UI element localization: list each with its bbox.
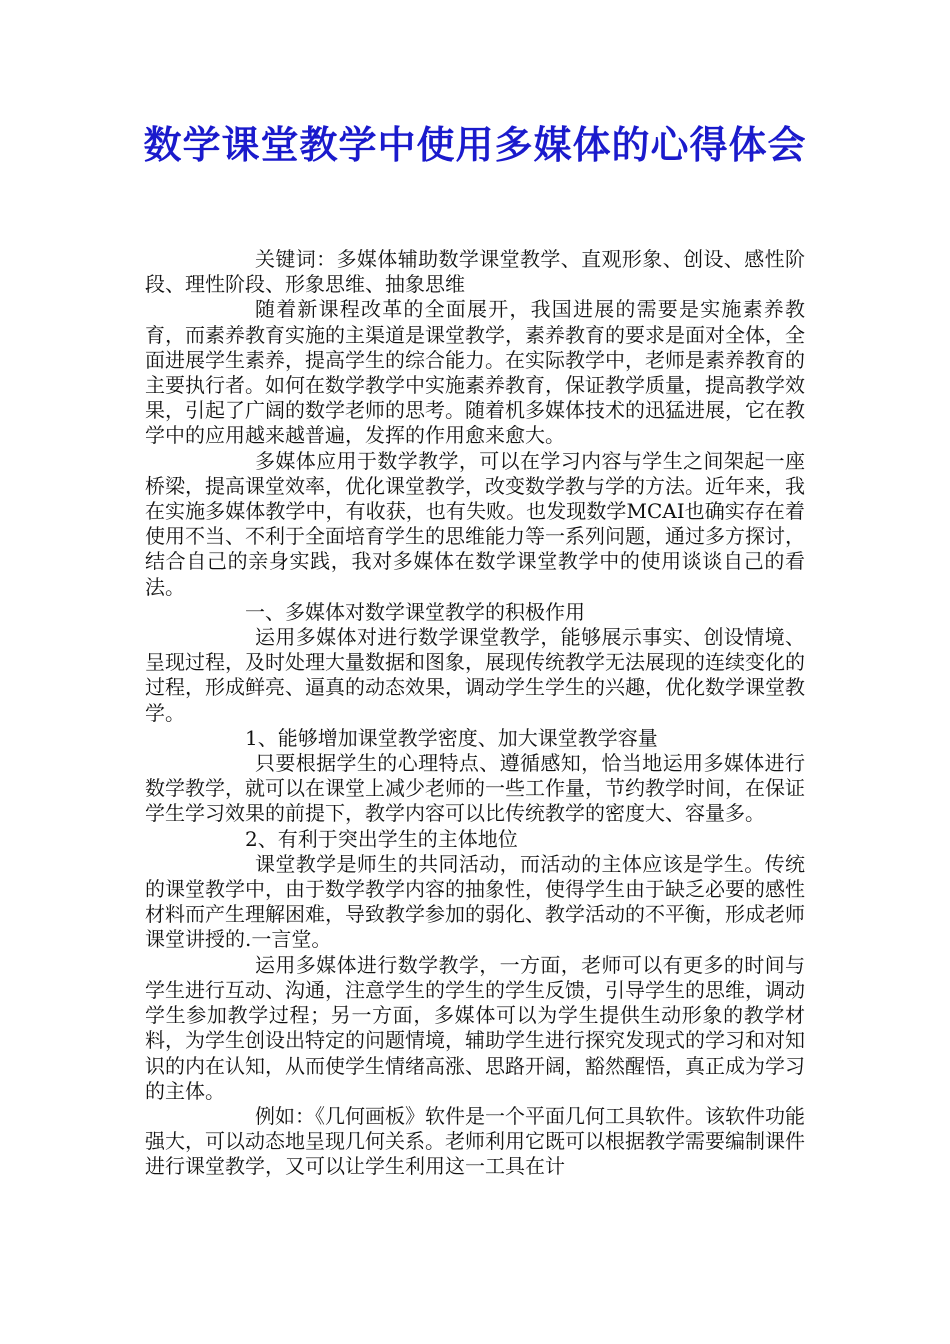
subsection-2-paragraph-1: 课堂教学是师生的共同活动，而活动的主体应该是学生。传统的课堂教学中，由于数学教学内容的抽象性，使得学生由于缺乏必要的感性材料而产生理解困难，导致教学参加的弱化、教学活动的不平衡，形成老师课堂讲授的.一言堂。 <box>145 851 805 952</box>
subsection-2-paragraph-3: 例如：《几何画板》软件是一个平面几何工具软件。该软件功能强大，可以动态地呈现几何关系。老师利用它既可以根据教学需要编制课件进行课堂教学，又可以让学生利用这一工具在计 <box>145 1103 805 1179</box>
subsection-heading-2: 2、有利于突出学生的主体地位 <box>245 826 518 851</box>
section-1-intro-paragraph: 运用多媒体对进行数学课堂教学，能够展示事实、创设情境、呈现过程，及时处理大量数据和图象，展现传统教学无法展现的连续变化的过程，形成鲜亮、逼真的动态效果，调动学生学生的兴趣，优化数学课堂教学。 <box>145 625 805 725</box>
keywords-paragraph: 关键词：多媒体辅助数学课堂教学、直观形象、创设、感性阶段、理性阶段、形象思维、抽象思维 <box>145 247 805 297</box>
intro-paragraph-2: 多媒体应用于数学教学，可以在学习内容与学生之间架起一座桥梁，提高课堂效率，优化课堂教学，改变数学教与学的方法。近年来，我在实施多媒体教学中，有收获，也有失败。也发现数学MCAI也确实存在着使用不当、不利于全面培育学生的思维能力等一系列问题，通过多方探讨，结合自己的亲身实践，我对多媒体在数学课堂教学中的使用谈谈自己的看法。 <box>145 448 805 599</box>
document-body <box>145 247 805 1180</box>
subsection-heading-1: 1、能够增加课堂教学密度、加大课堂教学容量 <box>245 725 658 750</box>
document-title: 数学课堂教学中使用多媒体的心得体会 <box>143 123 807 167</box>
subsection-1-paragraph: 只要根据学生的心理特点、遵循感知，恰当地运用多媒体进行数学教学，就可以在课堂上减少老师的一些工作量，节约教学时间，在保证学生学习效果的前提下，教学内容可以比传统教学的密度大、容量多。 <box>145 751 805 826</box>
section-heading-1: 一、多媒体对数学课堂教学的积极作用 <box>245 599 585 624</box>
intro-paragraph-1: 随着新课程改革的全面展开，我国进展的需要是实施素养教育，而素养教育实施的主渠道是课堂教学，素养教育的要求是面对全体，全面进展学生素养，提高学生的综合能力。在实际教学中，老师是素养教育的主要执行者。如何在数学教学中实施素养教育，保证教学质量，提高教学效果，引起了广阔的数学老师的思考。随着机多媒体技术的迅猛进展，它在教学中的应用越来越普遍，发挥的作用愈来愈大。 <box>145 297 805 448</box>
subsection-2-paragraph-2: 运用多媒体进行数学教学，一方面，老师可以有更多的时间与学生进行互动、沟通，注意学生的学生的学生反馈，引导学生的思维，调动学生参加教学过程；另一方面，多媒体可以为学生提供生动形象的教学材料，为学生创设出特定的问题情境，辅助学生进行探究发现式的学习和对知识的内在认知，从而使学生情绪高涨、思路开阔，豁然醒悟，真正成为学习的主体。 <box>145 952 805 1103</box>
